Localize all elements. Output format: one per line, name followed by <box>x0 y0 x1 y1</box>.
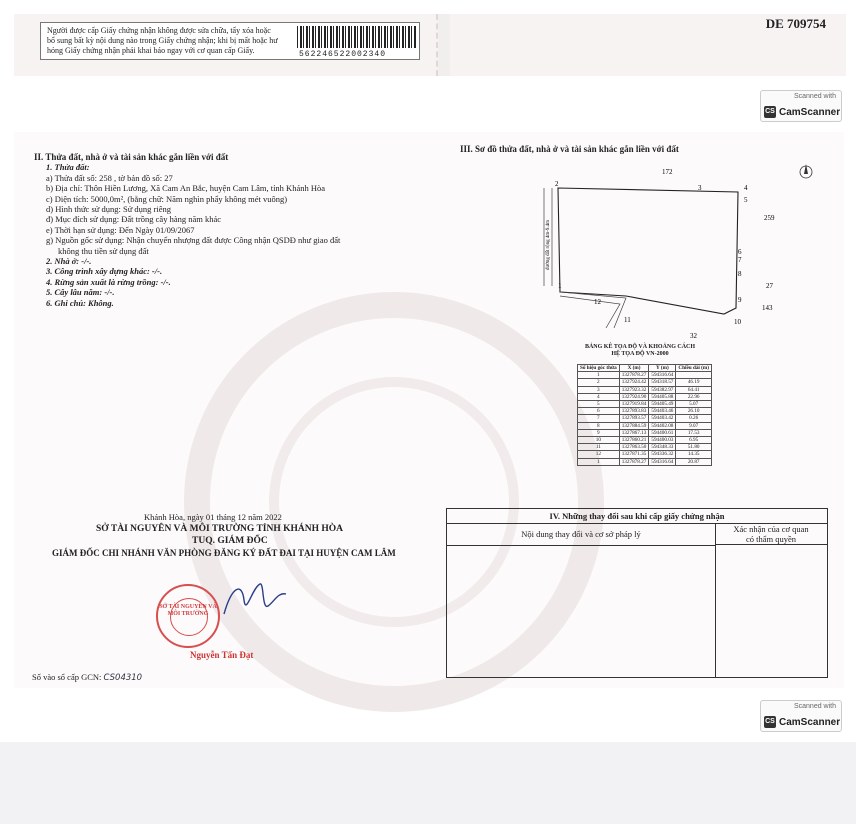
vertex-8: 8 <box>738 270 742 278</box>
registration-line <box>32 672 142 683</box>
coords-cell: 594402.08 <box>649 422 676 429</box>
coords-header-row <box>578 365 712 372</box>
coords-row <box>578 444 712 451</box>
barcode-number: 562246522002340 <box>299 50 387 59</box>
coords-row <box>578 408 712 415</box>
coords-cell: 20.87 <box>676 458 712 465</box>
coords-cell: 1327924.42 <box>619 379 649 386</box>
vertex-2: 2 <box>555 180 559 188</box>
location-date: Khánh Hòa, ngày 01 tháng 12 năm 2022 <box>144 512 282 522</box>
coords-cell: 1327884.59 <box>619 422 649 429</box>
changes-col-content: Nội dung thay đổi và cơ sở pháp lý <box>447 523 716 546</box>
coords-cell: 4 <box>578 393 620 400</box>
perennial-item: 5. Cây lâu năm: -/-. <box>46 287 115 298</box>
coords-cell: 6 <box>578 408 620 415</box>
construction-item: 3. Công trình xây dựng khác: -/-. <box>46 266 163 277</box>
coords-cell: 594316.64 <box>649 372 676 379</box>
vertex-3: 3 <box>698 184 702 192</box>
vertex-6: 6 <box>738 248 742 256</box>
signer-name: Nguyễn Tấn Đạt <box>190 650 254 660</box>
confirm-line-1: Xác nhận của cơ quan <box>733 524 809 534</box>
vertex-4: 4 <box>744 184 748 192</box>
coords-cell: 6.95 <box>676 437 712 444</box>
issuing-org: SỞ TÀI NGUYÊN VÀ MÔI TRƯỜNG TỈNH KHÁNH HÒA <box>96 524 344 534</box>
usage-origin: g) Nguồn gốc sử dụng: Nhận chuyển nhượng đất được Công nhận QSDĐ như giao đất <box>46 235 341 246</box>
vertex-9: 9 <box>738 296 742 304</box>
neighbor-32: 32 <box>690 332 697 338</box>
strip-left-page <box>14 14 438 76</box>
reg-value: CS04310 <box>103 673 143 683</box>
coords-cell: 594405.49 <box>649 401 676 408</box>
certificate-page <box>14 132 844 688</box>
changes-table <box>446 508 828 678</box>
vertex-10: 10 <box>734 318 741 326</box>
coords-cell: 10 <box>578 437 620 444</box>
coords-cell: 1327863.50 <box>619 444 649 451</box>
coords-cell: 1327871.35 <box>619 451 649 458</box>
coords-cell: 594336.32 <box>649 451 676 458</box>
coords-title-1: BẢNG KÊ TỌA ĐỘ VÀ KHOẢNG CÁCH <box>584 344 696 350</box>
vertex-1: 1 <box>558 282 562 290</box>
coords-cell: 7 <box>578 415 620 422</box>
forest-item: 4. Rừng sản xuất là rừng trồng: -/-. <box>46 276 171 287</box>
camscanner-brand-2: CamScanner <box>779 717 841 728</box>
certificate-top-strip <box>14 14 846 76</box>
road-label: đường đất rộng 4m-9.4m <box>546 219 551 270</box>
handwritten-signature-icon <box>220 580 290 620</box>
coords-cell: 5.07 <box>676 401 712 408</box>
coords-row <box>578 458 712 465</box>
coords-row <box>578 429 712 436</box>
confirm-line-2: có thẩm quyền <box>745 534 797 544</box>
vertex-11: 11 <box>624 316 631 324</box>
land-address: b) Địa chỉ: Thôn Hiền Lương, Xã Cam An Bắc, huyện Cam Lâm, tỉnh Khánh Hòa <box>46 183 326 194</box>
coords-col-y: Y (m) <box>649 365 676 372</box>
usage-origin-cont: không thu tiền sử dụng đất <box>58 245 149 256</box>
usage-term: e) Thời hạn sử dụng: Đến Ngày 01/09/2067 <box>46 224 195 235</box>
neighbor-27: 27 <box>766 282 773 290</box>
seal-text: SỞ TÀI NGUYÊN VÀ MÔI TRƯỜNG <box>159 604 217 617</box>
scanned-with-text-2: Scanned with <box>793 703 836 710</box>
changes-col-confirm <box>715 523 827 545</box>
coords-cell: 1327878.27 <box>619 372 649 379</box>
vertex-7: 7 <box>738 256 742 264</box>
camscanner-brand: CamScanner <box>779 107 841 118</box>
plot-boundary <box>558 188 738 314</box>
coords-body <box>578 372 712 466</box>
camscanner-badge-top <box>760 90 842 122</box>
coords-col-point: Số hiệu góc thửa <box>578 365 620 372</box>
coords-cell: 1327867.13 <box>619 429 649 436</box>
official-seal-icon <box>156 584 220 648</box>
signer-branch: GIÁM ĐỐC CHI NHÁNH VĂN PHÒNG ĐĂNG KÝ ĐẤT ĐAI TẠI HUYỆN CAM LÂM <box>52 548 396 558</box>
coords-cell: 594400.61 <box>649 429 676 436</box>
coords-cell: 1327878.27 <box>619 458 649 465</box>
notice-text: Người được cấp Giấy chứng nhận không được sửa chữa, tẩy xóa hoặc bổ sung bất kỳ nội dung nào trong Giấy chứng nhận; khi bị mất hoặc hư hỏng Giấy chứng nhận phải khai báo ngay với cơ quan cấp Giấy. <box>47 26 278 55</box>
section2-title: II. Thửa đất, nhà ở và tài sản khác gắn liền với đất <box>34 152 229 162</box>
signer-role: TUQ. GIÁM ĐỐC <box>192 536 268 546</box>
coords-row <box>578 372 712 379</box>
scanned-with-text: Scanned with <box>793 93 836 100</box>
neighbor-172: 172 <box>662 168 673 176</box>
notice-box <box>40 22 420 60</box>
coords-row <box>578 415 712 422</box>
road-line-4 <box>560 296 620 328</box>
coords-row <box>578 451 712 458</box>
coords-cell: 2 <box>578 379 620 386</box>
usage-purpose: đ) Mục đích sử dụng: Đất trồng cây hàng năm khác <box>46 214 222 225</box>
coords-cell: 17.53 <box>676 429 712 436</box>
coords-cell: 1327923.32 <box>619 386 649 393</box>
coords-cell: 1327919.84 <box>619 401 649 408</box>
barcode <box>297 26 417 48</box>
coords-col-x: X (m) <box>619 365 649 372</box>
coords-cell: 594403.42 <box>649 415 676 422</box>
coords-cell: 1327860.21 <box>619 437 649 444</box>
coords-row <box>578 422 712 429</box>
house-item: 2. Nhà ở: -/-. <box>46 256 92 267</box>
coords-cell: 14.35 <box>676 451 712 458</box>
vertex-12: 12 <box>594 298 601 306</box>
plot-sketch <box>514 158 814 338</box>
coords-title-2: HỆ TỌA ĐỘ VN-2000 <box>611 351 669 357</box>
coords-cell: 0.26 <box>676 415 712 422</box>
note-item: 6. Ghi chú: Không. <box>46 297 114 308</box>
land-heading: 1. Thửa đất: <box>46 162 90 173</box>
bottom-margin <box>0 742 856 824</box>
coords-cell: 1327924.90 <box>619 393 649 400</box>
land-info-section <box>34 152 454 308</box>
serial-number: DE 709754 <box>765 16 826 31</box>
coords-cell: 1 <box>578 372 620 379</box>
coords-cell: 1327893.57 <box>619 415 649 422</box>
usage-form: d) Hình thức sử dụng: Sử dụng riêng <box>46 204 172 215</box>
vertex-5: 5 <box>744 196 748 204</box>
coords-cell: 594382.97 <box>649 386 676 393</box>
coords-row <box>578 379 712 386</box>
coords-cell <box>676 372 712 379</box>
coords-cell: 51.80 <box>676 444 712 451</box>
coords-cell: 26.10 <box>676 408 712 415</box>
neighbor-259: 259 <box>764 214 775 222</box>
camscanner-logo-icon-2: CS <box>764 716 776 728</box>
reg-label: Số vào sổ cấp GCN: <box>32 672 102 682</box>
coords-cell: 1 <box>578 458 620 465</box>
strip-right-page <box>450 14 846 76</box>
coords-table <box>577 364 712 466</box>
coords-cell: 594403.46 <box>649 408 676 415</box>
coords-cell: 22.96 <box>676 393 712 400</box>
coords-cell: 594405.88 <box>649 393 676 400</box>
section3-title: III. Sơ đồ thửa đất, nhà ở và tài sản khác gắn liền với đất <box>460 144 679 154</box>
coords-cell: 594400.03 <box>649 437 676 444</box>
coords-cell: 594318.57 <box>649 379 676 386</box>
coords-cell: 64.41 <box>676 386 712 393</box>
coords-cell: 594348.33 <box>649 444 676 451</box>
coords-cell: 8 <box>578 422 620 429</box>
north-arrow-needle-icon <box>804 164 808 174</box>
coords-cell: 46.19 <box>676 379 712 386</box>
coords-row <box>578 386 712 393</box>
coords-cell: 3 <box>578 386 620 393</box>
coords-row <box>578 401 712 408</box>
camscanner-logo-icon: CS <box>764 106 776 118</box>
coords-cell: 11 <box>578 444 620 451</box>
camscanner-badge-bottom <box>760 700 842 732</box>
coords-cell: 594316.64 <box>649 458 676 465</box>
coords-row <box>578 393 712 400</box>
coords-cell: 1327893.83 <box>619 408 649 415</box>
neighbor-143: 143 <box>762 304 773 312</box>
coords-cell: 9 <box>578 429 620 436</box>
section4-title: IV. Những thay đổi sau khi cấp giấy chứng nhận <box>447 509 827 524</box>
changes-divider <box>715 545 716 677</box>
land-area: c) Diện tích: 5000,0m², (bằng chữ: Năm nghìn phẩy không mét vuông) <box>46 193 288 204</box>
coords-table-title <box>580 344 700 358</box>
coords-col-len: Chiều dài (m) <box>676 365 712 372</box>
land-number: a) Thửa đất số: 258 , tờ bản đồ số: 27 <box>46 172 173 183</box>
coords-cell: 9.07 <box>676 422 712 429</box>
coords-cell: 5 <box>578 401 620 408</box>
coords-row <box>578 437 712 444</box>
coords-cell: 12 <box>578 451 620 458</box>
